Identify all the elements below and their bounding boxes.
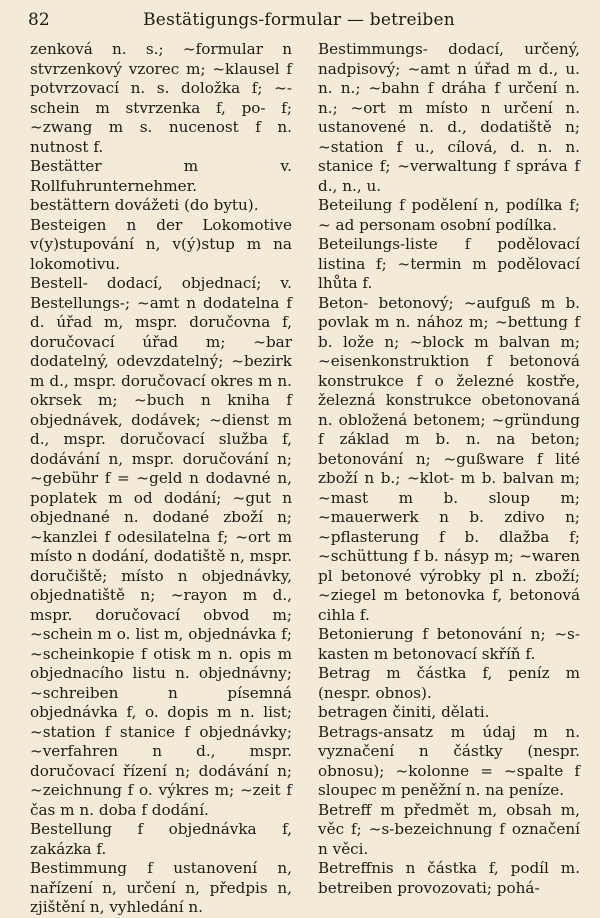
entry-bestell: Bestell- dodací, objednací; v. Bestellungs-; ~amt n dodatelna f d. úřad m, mspr. doručovna f, doručovací úřad m; ~bar dodatelný, odevzdatelný; ~bezirk m d., mspr. doručovací okres m n. okrsek m; ~buch n kniha f objednávek, dodávek; ~dienst m d., mspr. doručovací služba f, dodávání n, mspr. doručování n; ~gebühr f = ~geld n dodavné n, poplatek m od dodání; ~gut n objednané n. dodané zboží n; ~kanzlei f odesilatelna f; ~ort m místo n dodání, dodatiště n, mspr. doručiště; místo n objednávky, objednatiště n; ~rayon m d., mspr. doručovací obvod m; ~schein m o. list m, objednávka f; ~scheinkopie f otisk m n. opis m objednacího listu n. objednávny; ~schreiben n písemná objednávka f, o. dopis m n. list; ~station f stanice f objednávky; ~verfahren n d., mspr. doručovací řízení n; dodávání n; ~zeichnung f o. výkres m; ~zeit f čas m n. doba f dodání. — [30, 274, 292, 819]
entry-betreffnis: Betreffnis n částka f, podíl m. betreiben provozovati; pohá- — [318, 859, 580, 897]
left-column — [30, 40, 292, 918]
entry-betragen: betragen činiti, dělati. — [318, 703, 490, 721]
entry-beton: Beton- betonový; ~aufguß m b. povlak m n. nához m; ~bettung f b. lože n; ~block m balvan m; ~eisenkonstruktion f betonová konstrukce f o železné kostře, železná konstrukce obetonovaná n. obložená betonem; ~gründung f základ m b. n. na beton; betonování n; ~gußware f lité zboží n b.; ~klot- m b. balvan m; ~mast m b. sloup m; ~mauerwerk n b. zdivo n; ~pflasterung f b. dlažba f; ~schüttung f b. násyp m; ~waren pl betonové výrobky pl n. zboží; ~ziegel m betonovka f, betonová cihla f. — [318, 293, 580, 624]
entry-bestaetigungs-cont: zenková n. s.; ~formular n stvrzenkový vzorec m; ~klausel f potvrzovací n. s. doložka f; ~-schein m stvrzenka f, po- f; ~zwang m s. nucenost f n. nutnost f. — [30, 40, 292, 156]
entry-betreff: Betreff m předmět m, obsah m, věc f; ~s-bezeichnung f označení n věci. — [318, 800, 580, 858]
entry-bestellung: Bestellung f objednávka f, zakázka f. — [30, 820, 292, 858]
page-header — [28, 8, 570, 32]
running-title: Bestätigungs-formular — betreiben — [143, 10, 455, 30]
entry-betrags-ansatz: Betrags-ansatz m údaj m n. vyznačení n částky (nespr. obnosu); ~kolonne = ~spalte f sloupec m peněžní n. na peníze. — [318, 722, 580, 799]
right-column — [318, 40, 580, 898]
entry-bestaetter: Bestätter m v. Rollfuhrunternehmer. — [30, 157, 292, 195]
entry-bestaettern: bestättern dovážeti (do bytu). — [30, 196, 259, 214]
entry-betrag: Betrag m částka f, peníz m (nespr. obnos). — [318, 664, 580, 702]
entry-besteigen: Besteigen n der Lokomotive v(y)stupování n, v(ý)stup m na lokomotivu. — [30, 215, 292, 273]
entry-beteilungs-liste: Beteilungs-liste f podělovací listina f; ~termin m podělovací lhůta f. — [318, 235, 580, 292]
entry-beteilung: Beteilung f podělení n, podílka f; ~ ad personam osobní podílka. — [318, 196, 580, 234]
entry-bestimmung: Bestimmung f ustanovení n, nařízení n, určení n, předpis n, zjištění n, vyhledání n. — [30, 859, 292, 916]
entry-betonierung: Betonierung f betonování n; ~s-kasten m betonovací skříň f. — [318, 625, 580, 663]
entry-bestimmungs: Bestimmungs- dodací, určený, nadpisový; ~amt n úřad m d., u. n. n.; ~bahn f dráha f určení n. n.; ~ort m místo n určení n. ustanovené n. d., dodatiště n; ~station f u., cílová, d. n. n. stanice f; ~verwaltung f správa f d., n., u. — [318, 40, 580, 195]
page-number: 82 — [28, 10, 50, 30]
